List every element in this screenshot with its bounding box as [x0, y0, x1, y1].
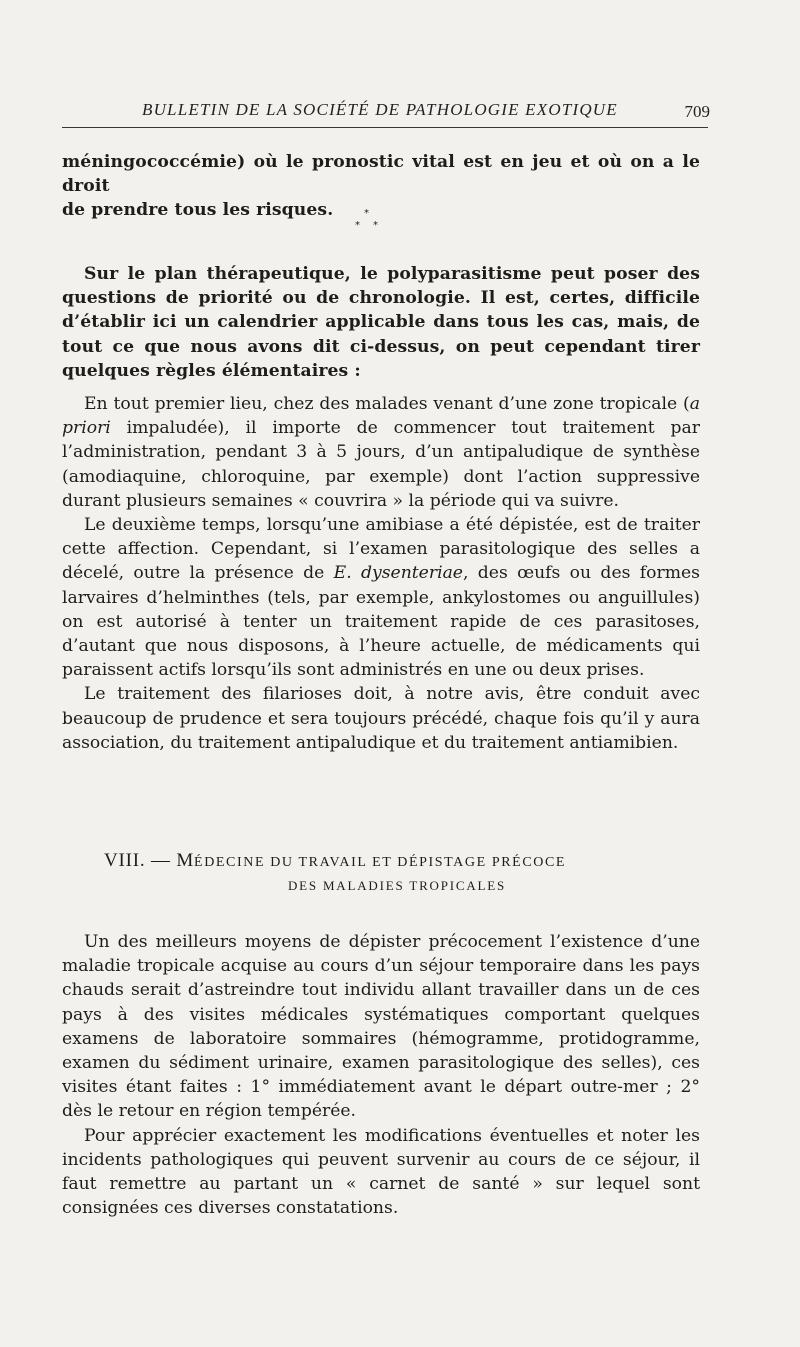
- asterism-star-right: *: [373, 220, 378, 231]
- asterism-star-top: *: [364, 208, 369, 219]
- paragraph-1: Sur le plan thérapeutique, le polyparasitisme peut poser des questions de priorité ou de chronologie. Il est, certes, difficile d’établir ici un calendrier applicable dans tous les cas, mais, de tout ce que nous avons dit ci-dessus, on peut cependant tirer quelques règles élémentaires :: [62, 264, 700, 381]
- paragraph-3-text-b: , des œufs ou des formes larvaires d’helminthes (tels, par exemple, ankylostomes ou anguillules) on est autorisé à tenter un traitement rapide de ces parasitoses, d’autant que nous disposons, à l’heure actuelle, de médicaments qui paraissent actifs lorsqu’ils sont administrés en une ou deux prises.: [62, 563, 700, 681]
- paragraph-2-text-a: En tout premier lieu, chez des malades venant d’une zone tropicale (: [84, 394, 690, 414]
- journal-title: BULLETIN DE LA SOCIÉTÉ DE PATHOLOGIE EXOTIQUE: [142, 100, 618, 119]
- section-subtitle: DES MALADIES TROPICALES: [287, 878, 507, 893]
- asterism-star-left: *: [355, 220, 360, 231]
- paragraph-3-text-a: Le deuxième temps, lorsqu’une amibiase a été dépistée, est de traiter cette affection. Cependant, si l’examen parasitologique des selles a décelé, outre la présence de: [62, 515, 700, 584]
- paragraph-3: [62, 513, 700, 682]
- header-rule: [62, 127, 708, 128]
- paragraph-3-italic: E. dysenteriae: [333, 563, 463, 584]
- paragraph-block-main: [62, 392, 700, 755]
- paragraph-2: [62, 392, 700, 513]
- section-numeral: VIII. — M: [104, 850, 195, 871]
- continuation-line-1: méningococcémie) où le pronostic vital est en jeu et où on a le droit: [62, 152, 700, 197]
- paragraph-4: Le traitement des filarioses doit, à notre avis, être conduit avec beaucoup de prudence et sera toujours précédé, chaque fois qu’il y aura association, du traitement antipaludique et du traitement antiamibien.: [62, 684, 700, 753]
- continuation-line-2: de prendre tous les risques.: [62, 200, 334, 221]
- section-body: [62, 930, 700, 1220]
- section-paragraph-2: Pour apprécier exactement les modifications éventuelles et noter les incidents pathologiques qui peuvent survenir au cours de ce séjour, il faut remettre au partant un « carnet de santé » sur lequel sont consignées ces diverses constatations.: [62, 1125, 700, 1219]
- paragraph-2-italic: a priori: [62, 394, 700, 439]
- section-title-line: [104, 850, 742, 872]
- running-head: [60, 100, 710, 128]
- section-title: ÉDECINE DU TRAVAIL ET DÉPISTAGE PRÉCOCE: [194, 855, 567, 870]
- section-paragraph-1: Un des meilleurs moyens de dépister précocement l’existence d’une maladie tropicale acquise au cours d’un séjour temporaire dans les pays chauds serait d’astreindre tout individu allant travailler dans un de ces pays à des visites médicales systématiques comportant quelques examens de laboratoire sommaires (hémogramme, protidogramme, examen du sédiment urinaire, examen parasitologique des selles), ces visites étant faites : 1° immédiatement avant le départ outre-mer ; 2° dès le retour en région tempérée.: [62, 932, 700, 1122]
- paragraph-therapeutic: [62, 262, 700, 383]
- page-number: 709: [684, 102, 710, 121]
- asterism-separator: [352, 208, 382, 238]
- paragraph-2-text-b: impaludée), il importe de commencer tout traitement par l’administration, pendant 3 à 5 jours, d’un antipaludique de synthèse (amodiaquine, chloroquine, par exemple) dont l’action suppressive durant plusieurs semaines « couvrira » la période qui va suivre.: [62, 418, 700, 511]
- section-heading: [62, 850, 742, 894]
